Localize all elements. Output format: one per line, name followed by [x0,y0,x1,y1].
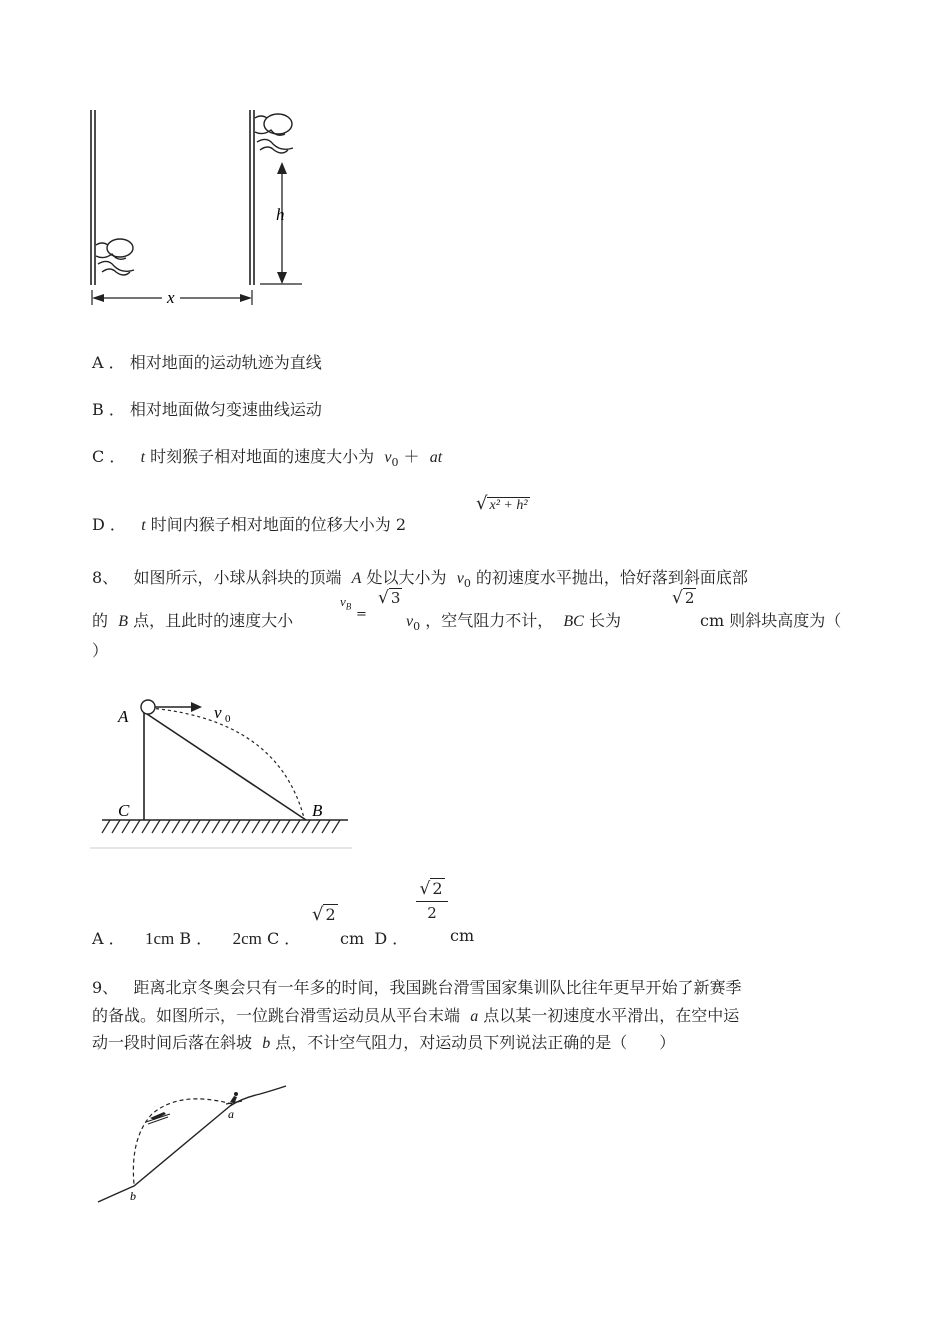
option-c-plus: ＋ [403,447,420,466]
option-c-at: at [429,449,443,466]
svg-text:A: A [118,707,129,726]
svg-text:v: v [214,703,222,722]
q9-line3: 动一段时间后落在斜坡 b 点，不计空气阻力，对运动员下列说法正确的是（ ） [92,1033,676,1052]
option-d-text: 时间内猴子相对地面的位移大小为 2 [150,515,407,534]
q8-option-d-unit: cm [450,926,475,945]
svg-text:b: b [130,1189,136,1203]
monkey-top-icon [255,114,293,153]
option-c-sub: 0 [391,456,399,470]
q9-line2: 的备战。如图所示，一位跳台滑雪运动员从平台末端 a 点以某一初速度水平滑出，在空中运 [92,1006,740,1025]
label-h: h [276,205,285,224]
q9-line1: 9、 距离北京冬奥会只有一年多的时间，我国跳台滑雪国家集训队比往年更早开始了新赛季 [92,978,742,997]
q8-line2-mid: $v_0$ ，空气阻力不计， BC 长为 [406,611,621,634]
q7-option-a: A ． 相对地面的运动轨迹为直线 [92,353,322,372]
svg-text:0: 0 [225,713,231,725]
q7-option-d [92,512,406,535]
q8-sqrt2: √ 2 [672,588,695,608]
skier-start-icon [226,1092,242,1104]
q8-vB: $v_B$ [340,594,352,612]
option-d-sqrt: √ x² + h² [476,493,528,514]
option-d-prefix: D ． [92,515,126,534]
option-c-v: v [384,449,392,466]
option-c-prefix: C ． [92,447,126,466]
q8-line2-right: cm 则斜块高度为（ [700,611,842,630]
q8-option-c-unit: cm D ． [340,929,409,948]
monkey-bottom-icon [96,239,134,275]
q8-line1: 8、 如图所示，小球从斜块的顶端 A 处以大小为 $v_0$ 的初速度水平抛出，恰好落到斜面底部 [92,568,748,591]
option-c-text: 时刻猴子相对地面的速度大小为 [150,447,375,466]
q8-figure [88,690,358,855]
q7-option-b: B ． 相对地面做匀变速曲线运动 [92,400,322,419]
q8-line3: ） [92,641,109,660]
svg-text:C: C [118,801,130,820]
q7-option-c [92,444,442,469]
q8-line2-left: 的 B 点，且此时的速度大小 [92,611,294,630]
q9-figure [90,1080,290,1210]
svg-text:a: a [228,1107,234,1121]
svg-text:B: B [312,801,323,820]
option-d-t: t [141,517,146,534]
q8-option-c-sqrt: √ 2 [312,904,336,925]
q7-figure [80,100,320,315]
ball-icon [141,700,155,714]
q8-option-d-fraction: √ 2 2 [416,878,448,922]
label-x: x [167,288,175,307]
option-c-t: t [140,449,146,466]
q8-options: A ． 1cm B ． 2cm C ． [92,929,301,948]
q8-sqrt3: √ 3 [378,588,401,608]
skier-flight-icon [146,1112,170,1124]
q8-eq: = [356,607,367,622]
